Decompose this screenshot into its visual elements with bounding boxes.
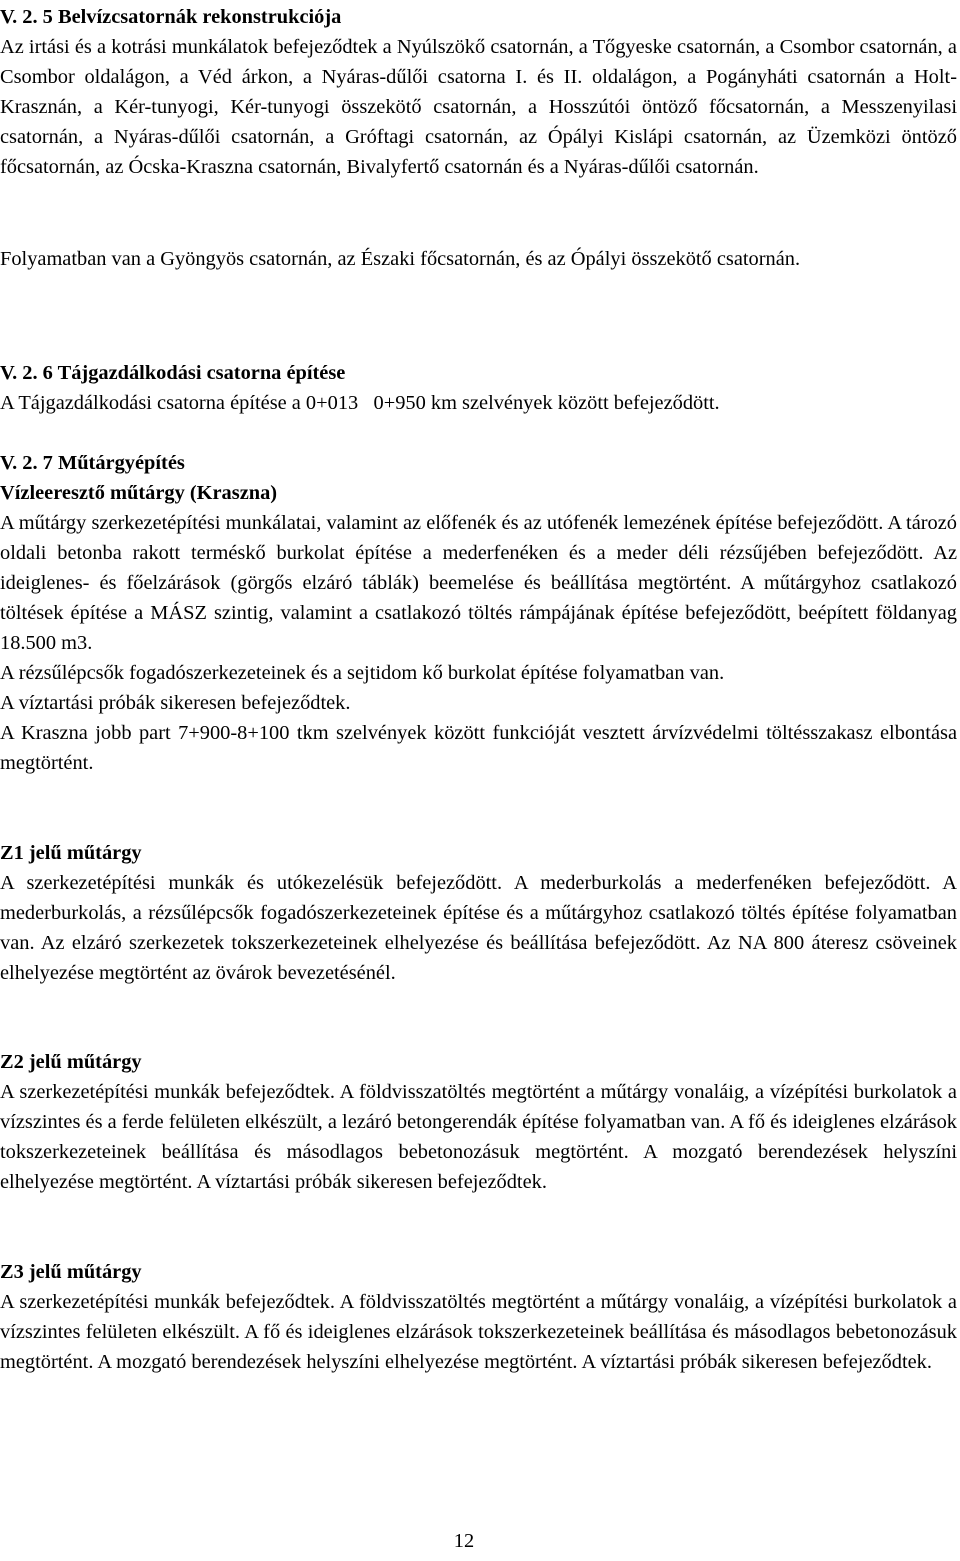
section-heading: V. 2. 7 Műtárgyépítés: [0, 452, 185, 474]
subsection-heading: Vízleeresztő műtárgy (Kraszna): [0, 482, 278, 504]
section-z2: [0, 1047, 957, 1197]
paragraph: A műtárgy szerkezetépítési munkálatai, valamint az előfenék és az utófenék lemezének építése befejeződött. A tározó oldali betonba rakott terméskő burkolat építése a mederfenéken és a meder déli rézsűjében befejeződött. Az ideiglenes- és főelzárások (görgős elzáró táblák) beemelése és beállítása megtörtént. A műtárgyhoz csatlakozó töltések építése a MÁSZ szintig, valamint a csatlakozó töltés rámpájának építése befejeződött, beépített földanyag 18.500 m3.: [0, 512, 957, 654]
section-heading: Z2 jelű műtárgy: [0, 1051, 142, 1073]
section-mutargyepites: [0, 448, 957, 778]
page-number: 12: [453, 1530, 475, 1552]
section-belviz-ongoing: [0, 244, 957, 274]
section-tajgazdalkodasi: [0, 358, 957, 418]
section-heading: Z3 jelű műtárgy: [0, 1261, 142, 1283]
section-heading: V. 2. 6 Tájgazdálkodási csatorna építése: [0, 362, 346, 384]
paragraph: A szerkezetépítési munkák befejeződtek. A földvisszatöltés megtörtént a műtárgy vonaláig, a vízépítési burkolatok a vízszintes felületen elkészült. A fő és ideiglenes elzárások tokszerkezeteinek beállítása és másodlagos bebetonozásuk megtörtént. A mozgató berendezések helyszíni elhelyezése megtörtént. A víztartási próbák sikeresen befejeződtek.: [0, 1291, 957, 1373]
paragraph: A Kraszna jobb part 7+900-8+100 tkm szelvények között funkcióját vesztett árvízvédelmi töltésszakasz elbontása megtörtént.: [0, 722, 957, 774]
paragraph: A szerkezetépítési munkák befejeződtek. A földvisszatöltés megtörtént a műtárgy vonaláig, a vízépítési burkolatok a vízszintes és a ferde felületen elkészült, a lezáró betongerendák építése folyamatban van. A fő és ideiglenes elzárások tokszerkezeteinek beállítása és másodlagos bebetonozásuk megtörtént. A mozgató berendezések helyszíni elhelyezése megtörtént. A víztartási próbák sikeresen befejeződtek.: [0, 1081, 957, 1193]
paragraph: Folyamatban van a Gyöngyös csatornán, az Északi főcsatornán, és az Ópályi összekötő csatornán.: [0, 248, 801, 270]
paragraph: A Tájgazdálkodási csatorna építése a 0+013 0+950 km szelvények között befejeződött.: [0, 392, 720, 414]
section-belviz: [0, 2, 957, 182]
section-heading: V. 2. 5 Belvízcsatornák rekonstrukciója: [0, 6, 342, 28]
paragraph: Az irtási és a kotrási munkálatok befejeződtek a Nyúlszökő csatornán, a Tőgyeske csatornán, a Csombor csatornán, a Csombor oldalágon, a Véd árkon, a Nyáras-dűlői csatorna I. és II. oldalágon, a Pogányháti csatornán a Holt-Krasznán, a Kér-tunyogi, Kér-tunyogi összekötő csatornán, a Hosszútói öntöző főcsatornán, a Messzenyilasi csatornán, a Nyáras-dűlői csatornán, a Gróftagi csatornán, az Ópályi Kislápi csatornán, az Üzemközi öntöző főcsatornán, az Ócska-Kraszna csatornán, Bivalyfertő csatornán és a Nyáras-dűlői csatornán.: [0, 36, 957, 178]
paragraph: A víztartási próbák sikeresen befejeződtek.: [0, 692, 351, 714]
section-z3: [0, 1257, 957, 1377]
paragraph: A szerkezetépítési munkák és utókezelésük befejeződött. A mederburkolás a mederfenéken befejeződött. A mederburkolás, a rézsűlépcsők fogadószerkezeteinek építése és a műtárgyhoz csatlakozó töltés építése folyamatban van. Az elzáró szerkezetek tokszerkezeteinek elhelyezése és beállítása befejeződött. Az NA 800 áteresz csöveinek elhelyezése megtörtént az övárok bevezetésénél.: [0, 872, 957, 984]
section-z1: [0, 838, 957, 988]
paragraph: A rézsűlépcsők fogadószerkezeteinek és a sejtidom kő burkolat építése folyamatban van.: [0, 662, 725, 684]
section-heading: Z1 jelű műtárgy: [0, 842, 142, 864]
